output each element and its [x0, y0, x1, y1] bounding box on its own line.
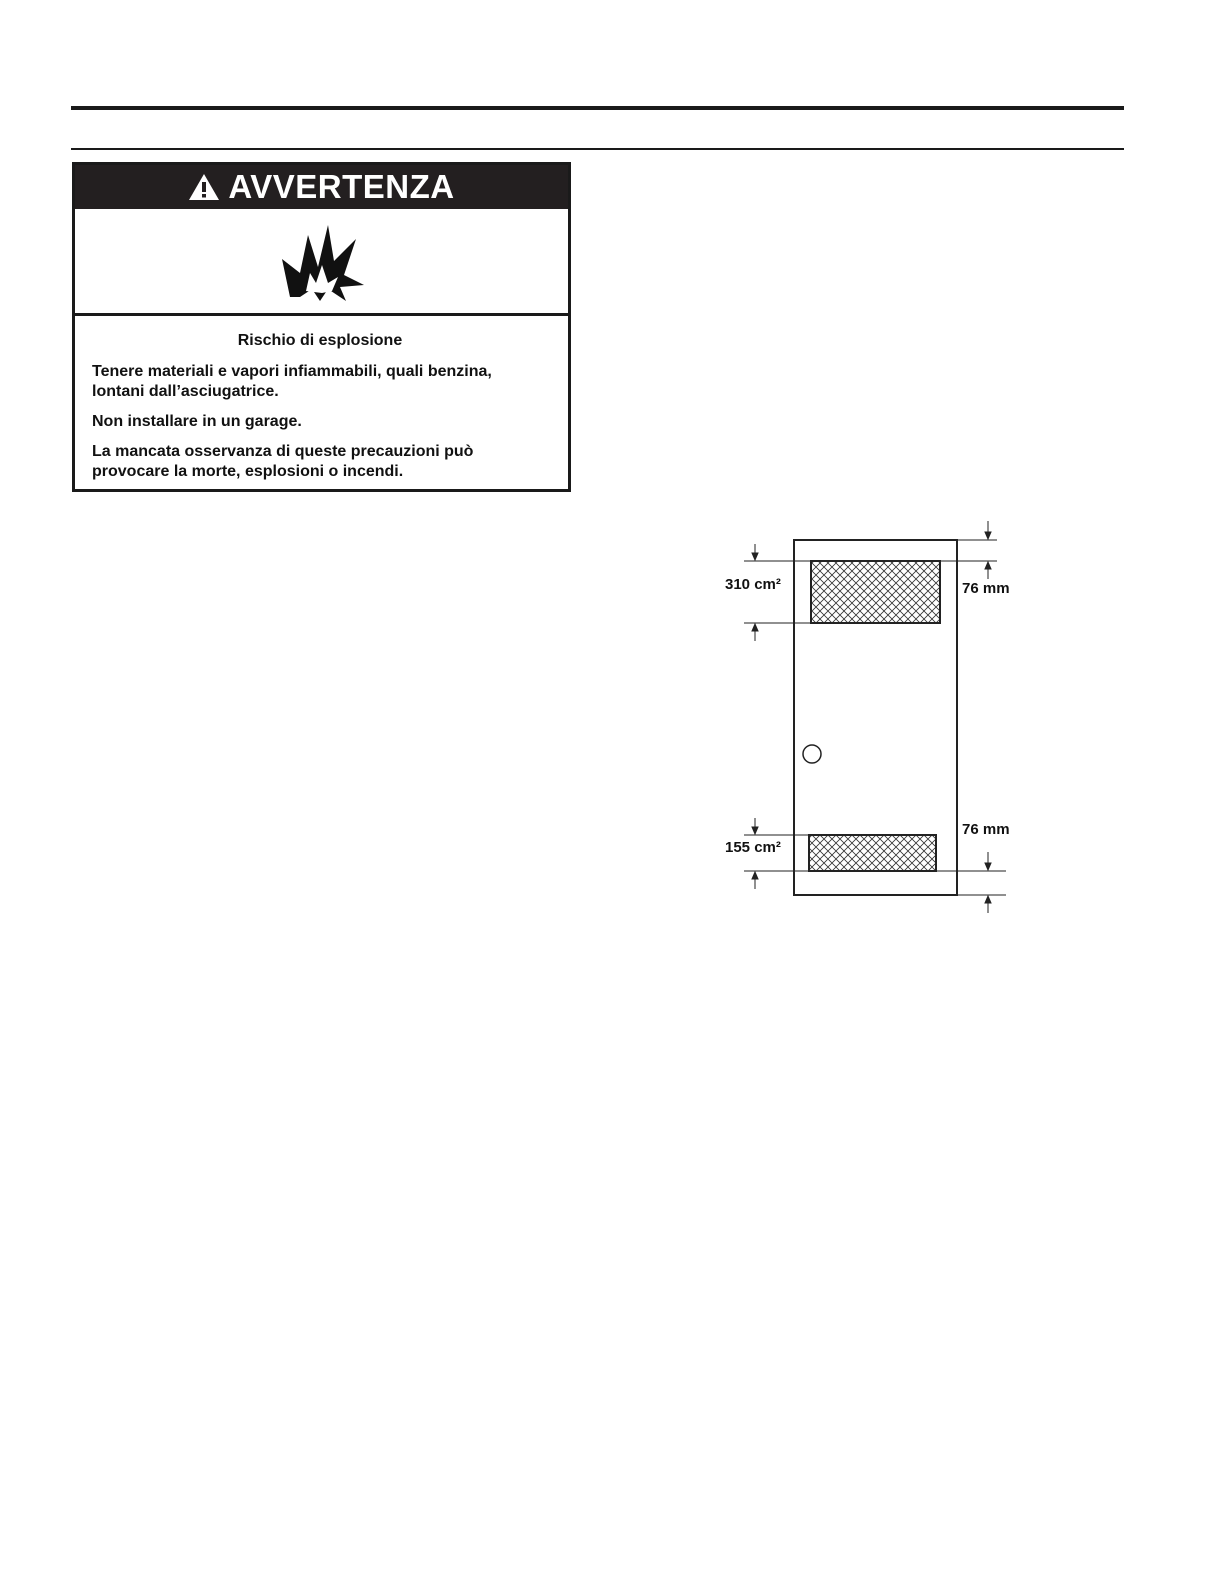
warning-text-area — [75, 316, 568, 482]
warning-paragraph: La mancata osservanza di queste precauzioni può provocare la morte, esplosioni o incendi. — [92, 443, 474, 480]
header-rule-thick — [71, 106, 1124, 110]
closet-door-vent-diagram — [700, 515, 1020, 920]
top-vent-area-label: 310 cm² — [725, 576, 781, 593]
warning-header — [75, 165, 568, 209]
door-knob — [803, 745, 821, 763]
warning-box — [72, 162, 571, 492]
warning-subtitle: Rischio di esplosione — [237, 332, 403, 349]
warning-title: AVVERTENZA — [228, 168, 455, 205]
top-vent — [811, 561, 940, 623]
header-rule-thin — [71, 148, 1124, 150]
top-clearance-label: 76 mm — [962, 580, 1010, 597]
bottom-vent — [809, 835, 936, 871]
bottom-vent-area-label: 155 cm² — [725, 839, 781, 856]
warning-paragraph: Non installare in un garage. — [92, 413, 302, 430]
warning-symbol-area — [75, 209, 568, 316]
explosion-icon — [280, 221, 364, 301]
warning-triangle-icon — [188, 173, 220, 201]
warning-paragraph: Tenere materiali e vapori infiammabili, quali benzina, lontani dall’asciugatrice. — [92, 363, 492, 400]
bottom-clearance-label: 76 mm — [962, 821, 1010, 838]
